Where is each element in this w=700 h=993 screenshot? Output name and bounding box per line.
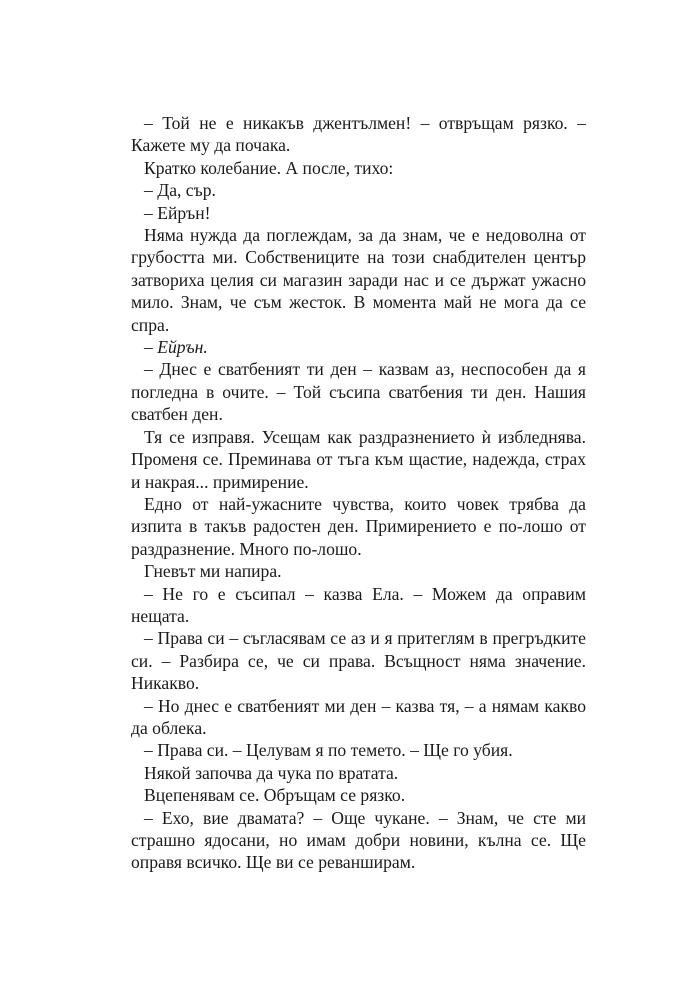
paragraph: Гневът ми напира. [144,561,282,582]
paragraph: – Не го е съсипал – казва Ела. – Можем да оправим нещата. [131,583,586,626]
paragraph: – Той не е никакъв джентълмен! – отвръщам рязко. – Кажете му да почака. [131,113,586,156]
paragraph: Вцепенявам се. Обръщам се рязко. [144,785,406,806]
paragraph: – Да, сър. [144,180,216,201]
paragraph: – Ейрън! [144,202,211,223]
paragraph: Кратко колебание. А после, тихо: [144,157,394,178]
paragraph: – Днес е сватбеният ти ден – казвам аз, неспособен да я погледна в очите. – Той съсипа сватбения ти ден. Нашия сватбен ден. [131,359,586,425]
paragraph: Някой започва да чука по вратата. [144,762,399,783]
paragraph: Тя се изправя. Усещам как раздразнението ѝ избледнява. Променя се. Преминава от тъга към щастие, надежда, страх и накрая... примирение. [131,426,586,492]
paragraph: – Права си. – Целувам я по темето. – Ще го убия. [144,740,513,761]
paragraph: – Ехо, вие двамата? – Още чукане. – Знам, че сте ми страшно ядосани, но имам добри новини, кълна се. Ще оправя всичко. Ще ви се реванширам. [131,807,586,873]
paragraph: – Но днес е сватбеният ми ден – казва тя, – а нямам какво да облека. [131,695,586,738]
paragraph: – Права си – съгласявам се аз и я притеглям в прегръдките си. – Разбира се, че си права. Всъщност няма значение. Никакво. [131,628,586,694]
body-text [131,112,586,874]
paragraph: Няма нужда да поглеждам, за да знам, че е недоволна от грубостта ми. Собствениците на този снабдителен център затвориха целия си магазин заради нас и се държат ужасно мило. Знам, че съм жесток. В момента май не мога да се спра. [131,225,586,335]
paragraph-italic: – Ейрън. [144,337,208,358]
paragraph: Едно от най-ужасните чувства, които човек трябва да изпита в такъв радостен ден. Примирението е по-лошо от раздразнение. Много по-лошо. [131,493,586,559]
